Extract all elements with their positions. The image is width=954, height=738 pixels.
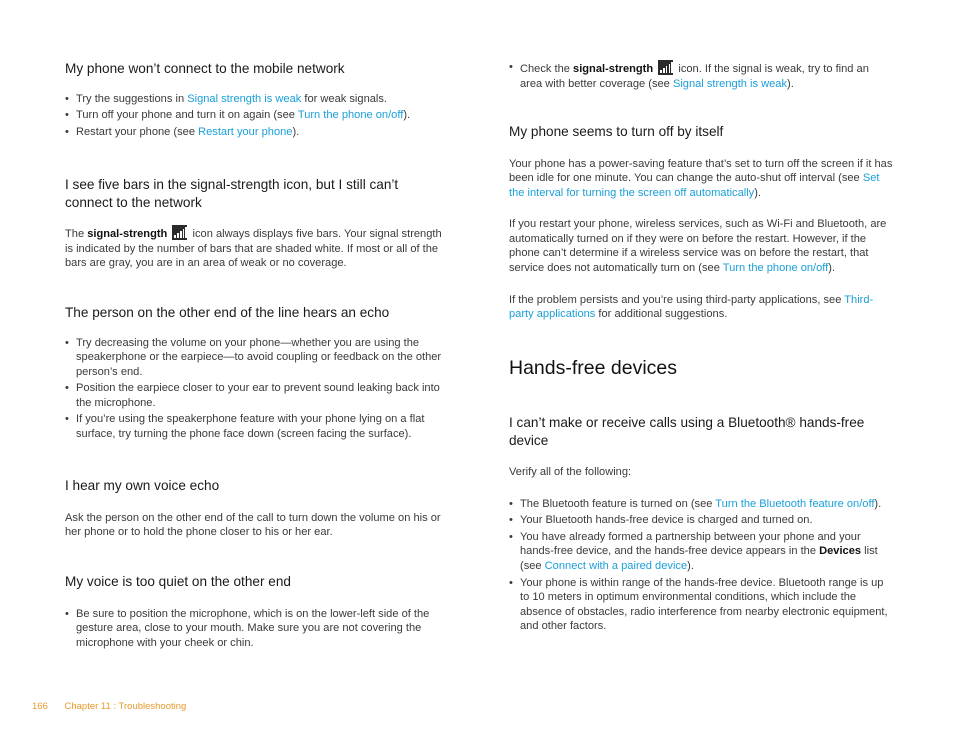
- paragraph: If the problem persists and you’re using third-party applications, see Third-party applications for additional suggestions.: [509, 293, 874, 321]
- link-turn-phone-on-off[interactable]: Turn the phone on/off: [297, 109, 404, 122]
- list-item: • Try decreasing the volume on your phone—whether you are using the speakerphone or the earpiece—to avoid coupling or feedback on the other person’s end.: [65, 336, 445, 380]
- section-bluetooth-calls: [509, 414, 894, 636]
- link-bluetooth-on-off[interactable]: Turn the Bluetooth feature on/off: [715, 497, 875, 510]
- section-heading: I see five bars in the signal-strength icon, but I still can’t connect to the network: [65, 177, 399, 210]
- link-third-party-apps[interactable]: Third-party applications: [509, 293, 874, 321]
- chapter-label: Chapter 11 : Troubleshooting: [64, 701, 187, 712]
- link-signal-weak[interactable]: Signal strength is weak: [672, 77, 788, 90]
- paragraph: Ask the person on the other end of the call to turn down the volume on his or her phone or to hold the phone closer to his or her ear.: [65, 511, 441, 539]
- section-heading: My voice is too quiet on the other end: [65, 574, 291, 589]
- section-heading: My phone won’t connect to the mobile network: [65, 61, 345, 76]
- section-heading: I hear my own voice echo: [65, 478, 220, 493]
- section-five-bars: [65, 176, 445, 271]
- list-item: • Be sure to position the microphone, which is on the lower-left side of the gesture area, close to your mouth. Make sure you are not covering the microphone with your cheek or chin.: [65, 607, 445, 651]
- bullet-list: [65, 336, 445, 442]
- link-signal-weak[interactable]: Signal strength is weak: [187, 92, 302, 105]
- bullet-list: [65, 607, 445, 651]
- list-item: • Try the suggestions in Signal strength is weak for weak signals.: [65, 92, 445, 107]
- section-heading: The person on the other end of the line hears an echo: [65, 305, 390, 320]
- signal-strength-icon: [172, 225, 187, 240]
- link-screen-off-interval[interactable]: Set the interval for turning the screen off automatically: [509, 172, 880, 199]
- paragraph: If you restart your phone, wireless services, such as Wi-Fi and Bluetooth, are automatically turned on if they were on before the restart. However, if the phone can’t determine if a wireless service was on before the restart, that service does not automatically turn on (see Turn the phone on/off).: [509, 218, 887, 275]
- section-own-voice-echo: [65, 477, 445, 540]
- paragraph: Your phone has a power-saving feature that’s set to turn off the screen if it has been idle for one minute. You can change the auto-shut off interval (see Set the interval for turning the screen off automatically).: [509, 157, 893, 199]
- section-turns-off: [509, 123, 894, 322]
- page-footer: [32, 701, 200, 712]
- page-number: 166: [32, 701, 48, 712]
- link-connect-paired-device[interactable]: Connect with a paired device: [544, 559, 688, 572]
- paragraph: The signal-strength icon always displays five bars. Your signal strength is indicated by the number of bars that are shaded white. If most or all of the bars are gray, you are in an area of weak or no coverage.: [65, 225, 445, 271]
- link-restart-phone[interactable]: Restart your phone: [198, 125, 293, 138]
- section-heading: My phone seems to turn off by itself: [509, 124, 724, 139]
- bullet-list: [65, 92, 445, 140]
- section-wont-connect: [65, 60, 445, 141]
- list-item: • Position the earpiece closer to your ear to prevent sound leaking back into the microphone.: [65, 381, 445, 410]
- section-title: Hands-free devices: [509, 357, 677, 379]
- section-echo: [65, 304, 445, 444]
- paragraph: Verify all of the following:: [509, 466, 632, 478]
- list-item: • Restart your phone (see Restart your phone).: [65, 125, 445, 140]
- list-item: • Your phone is within range of the hands-free device. Bluetooth range is up to 10 meters in optimum environmental conditions, which include the absence of obstacles, radio interference from nearby electronic equipment, and other factors.: [509, 576, 894, 634]
- list-item: • Check the signal-strength icon. If the signal is weak, try to find an area with better coverage (see Signal strength is weak).: [509, 60, 894, 91]
- section-voice-quiet: [65, 573, 445, 652]
- list-item: • The Bluetooth feature is turned on (see Turn the Bluetooth feature on/off).: [509, 497, 894, 512]
- list-item: • Your Bluetooth hands-free device is charged and turned on.: [509, 513, 894, 528]
- list-item: • You have already formed a partnership between your phone and your hands-free device, and the hands-free device appears in the Devices list (see Connect with a paired device).: [509, 530, 894, 574]
- list-item: • Turn off your phone and turn it on again (see Turn the phone on/off).: [65, 108, 445, 123]
- signal-strength-icon: [658, 60, 673, 75]
- section-heading: I can’t make or receive calls using a Bluetooth® hands-free device: [509, 415, 865, 448]
- bullet-list: [509, 60, 894, 93]
- list-item: • If you’re using the speakerphone feature with your phone lying on a flat surface, try turning the phone face down (screen facing the surface).: [65, 412, 445, 441]
- bullet-list: [509, 497, 894, 634]
- link-turn-phone-on-off[interactable]: Turn the phone on/off: [722, 262, 829, 275]
